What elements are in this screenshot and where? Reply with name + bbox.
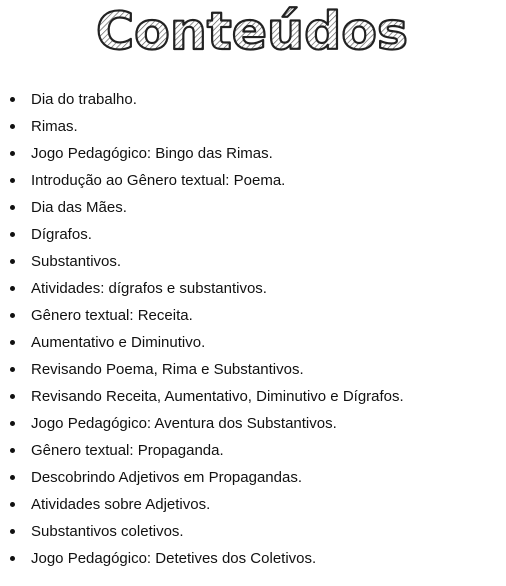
- bullet-icon: [10, 475, 15, 480]
- bullet-icon: [10, 313, 15, 318]
- list-item-text: Revisando Poema, Rima e Substantivos.: [31, 361, 304, 378]
- bullet-icon: [10, 151, 15, 156]
- list-item-text: Atividades sobre Adjetivos.: [31, 496, 211, 513]
- bullet-icon: [10, 286, 15, 291]
- title-graphic: [0, 0, 506, 64]
- list-item-text: Jogo Pedagógico: Detetives dos Coletivos.: [31, 550, 317, 567]
- bullet-icon: [10, 340, 15, 345]
- list-item-text: Descobrindo Adjetivos em Propagandas.: [31, 469, 302, 486]
- list-item-text: Aumentativo e Diminutivo.: [31, 334, 206, 351]
- list-item-text: Dia do trabalho.: [31, 91, 137, 108]
- list-item-text: Atividades: dígrafos e substantivos.: [31, 280, 267, 297]
- list-item-text: Jogo Pedagógico: Aventura dos Substantivos.: [31, 415, 337, 432]
- list-item-text: Substantivos.: [31, 253, 122, 270]
- list-item-text: Introdução ao Gênero textual: Poema.: [31, 172, 286, 189]
- bullet-icon: [10, 97, 15, 102]
- list-item-text: Gênero textual: Receita.: [31, 307, 193, 324]
- bullet-icon: [10, 529, 15, 534]
- bullet-icon: [10, 205, 15, 210]
- list-item-text: Jogo Pedagógico: Bingo das Rimas.: [31, 145, 273, 162]
- page-title: Conteúdos: [96, 2, 408, 62]
- list-item-text: Dígrafos.: [31, 226, 92, 243]
- bullet-icon: [10, 367, 15, 372]
- title-banner: [0, 0, 506, 64]
- bullet-icon: [10, 232, 15, 237]
- bullet-icon: [10, 124, 15, 129]
- bullet-icon: [10, 421, 15, 426]
- bullet-icon: [10, 448, 15, 453]
- bullet-icon: [10, 178, 15, 183]
- bullet-icon: [10, 502, 15, 507]
- bullet-icon: [10, 394, 15, 399]
- list-item-text: Rimas.: [31, 118, 78, 135]
- list-item-text: Substantivos coletivos.: [31, 523, 184, 540]
- list-item-text: Revisando Receita, Aumentativo, Diminutivo e Dígrafos.: [31, 388, 404, 405]
- list-item-text: Gênero textual: Propaganda.: [31, 442, 224, 459]
- bullet-icon: [10, 556, 15, 561]
- bullet-icon: [10, 259, 15, 264]
- list-item-text: Dia das Mães.: [31, 199, 127, 216]
